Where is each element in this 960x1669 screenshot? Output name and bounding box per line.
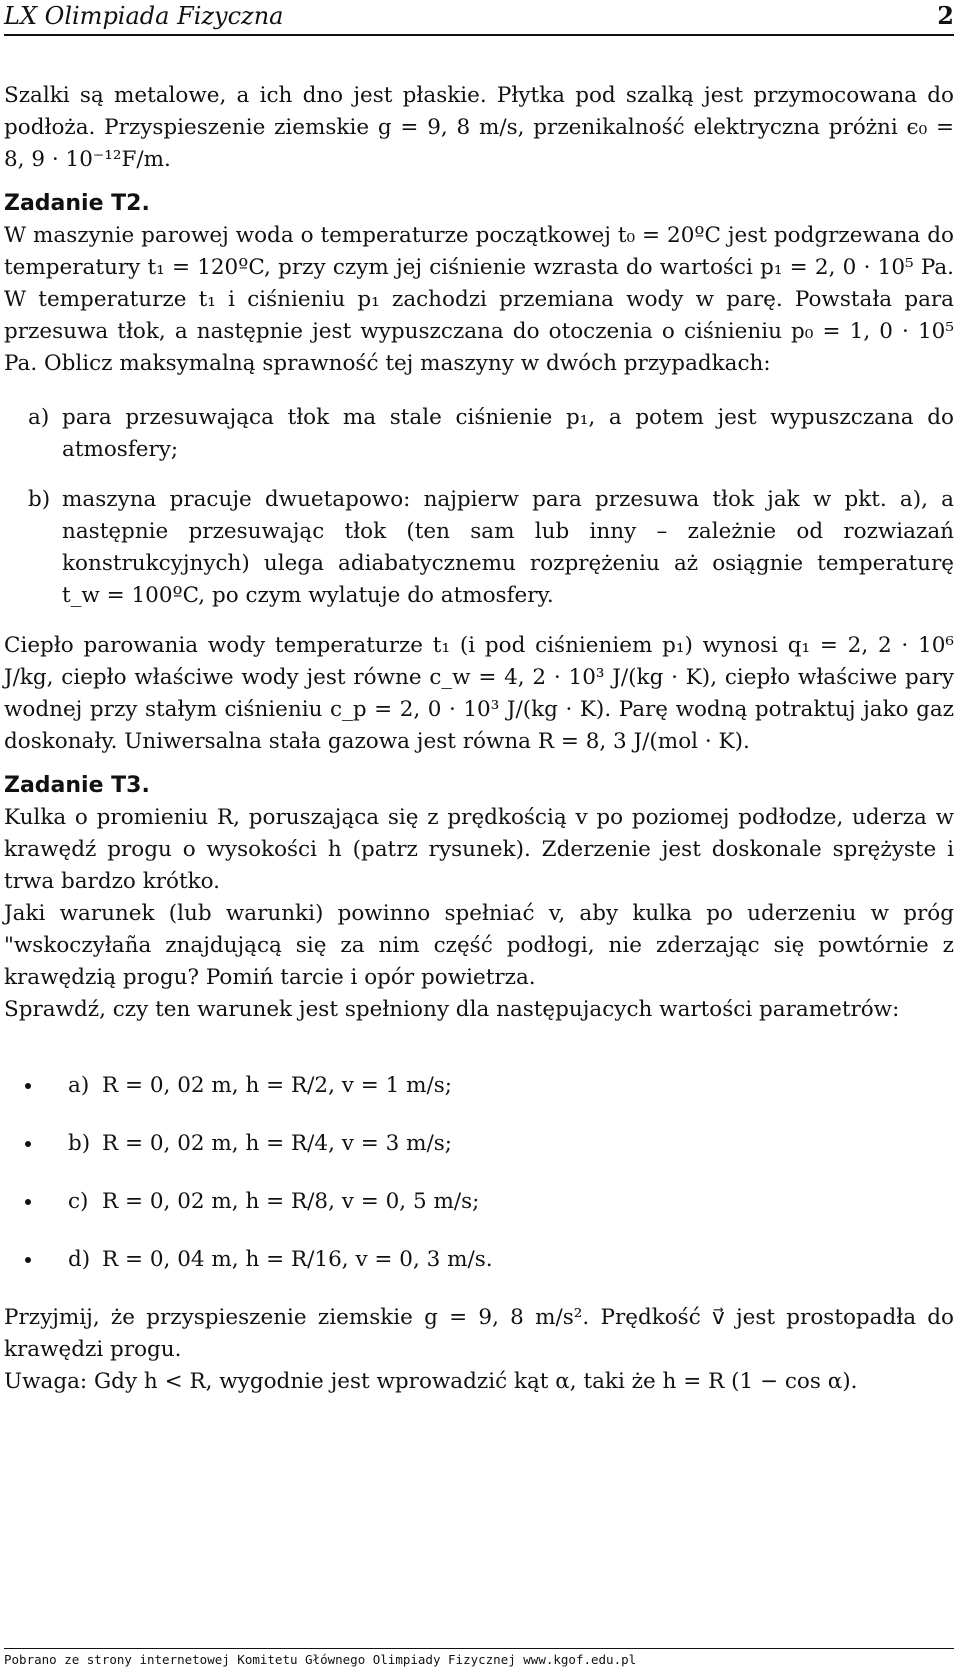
t2-list <box>4 402 954 612</box>
t3-list <box>4 1070 954 1276</box>
list-item <box>4 402 954 466</box>
t3-paragraph-2: Jaki warunek (lub warunki) powinno spełniać v, aby kulka po uderzeniu w próg "wskoczyłaña znajdującą się za nim część podłogi, nie zderzając się powtórnie z krawędzią progu? Pomiń tarcie i opór powietrza. <box>4 901 954 990</box>
list-item <box>44 1070 954 1102</box>
t3-paragraph-3: Sprawdź, czy ten warunek jest spełniony dla następujacych wartości parametrów: <box>4 997 900 1022</box>
list-item-text: maszyna pracuje dwuetapowo: najpierw para przesuwa tłok jak w pkt. a), a następnie przesuwając tłok (ten sam lub inny – zależnie od rozwiazań konstrukcyjnych) ulega adiabatycznemu rozprężeniu aż osiągnie temperaturę t_w = 100ºC, po czym wylatuje do atmosfery. <box>62 487 954 608</box>
list-marker: • b) <box>68 1130 91 1156</box>
page-content <box>4 80 954 1398</box>
list-marker: • a) <box>68 1072 90 1098</box>
t3-paragraph-4: Przyjmij, że przyspieszenie ziemskie g = 9, 8 m/s². Prędkość v⃗ jest prostopadła do krawędzi progu. <box>4 1304 954 1362</box>
list-item <box>44 1128 954 1160</box>
list-item-text: R = 0, 04 m, h = R/16, v = 0, 3 m/s. <box>102 1246 493 1272</box>
t3-paragraph-1: Kulka o promieniu R, poruszająca się z prędkością v po poziomej podłodze, uderza w krawędź progu o wysokości h (patrz rysunek). Zderzenie jest doskonale sprężyste i trwa bardzo krótko. <box>4 805 954 894</box>
list-item-text: R = 0, 02 m, h = R/8, v = 0, 5 m/s; <box>102 1188 480 1214</box>
list-item <box>4 484 954 612</box>
t3-heading: Zadanie T3. <box>4 773 150 798</box>
list-marker: • d) <box>68 1246 91 1272</box>
intro-paragraph: Szalki są metalowe, a ich dno jest płaskie. Płytka pod szalką jest przymocowana do podłoża. Przyspieszenie ziemskie g = 9, 8 m/s, przenikalność elektryczna próżni ϵ₀ = 8, 9 · 10⁻¹²F/m. <box>4 83 954 172</box>
t2-closing-paragraph: Ciepło parowania wody temperaturze t₁ (i pod ciśnieniem p₁) wynosi q₁ = 2, 2 · 10⁶ J/kg, ciepło właściwe wody jest równe c_w = 4, 2 · 10³ J/(kg · K), ciepło właściwe pary wodnej przy stałym ciśnieniu c_p = 2, 0 · 10³ J/(kg · K). Parę wodną potraktuj jako gaz doskonały. Uniwersalna stała gazowa jest równa R = 8, 3 J/(mol · K). <box>4 633 954 754</box>
list-item <box>44 1244 954 1276</box>
list-item-text: R = 0, 02 m, h = R/4, v = 3 m/s; <box>102 1130 453 1156</box>
t3-paragraph-5: Uwaga: Gdy h < R, wygodnie jest wprowadzić kąt α, taki że h = R (1 − cos α). <box>4 1368 858 1394</box>
list-marker: b) <box>28 487 51 512</box>
t2-paragraph: W maszynie parowej woda o temperaturze początkowej t₀ = 20ºC jest podgrzewana do temperatury t₁ = 120ºC, przy czym jej ciśnienie wzrasta do wartości p₁ = 2, 0 · 10⁵ Pa. W temperaturze t₁ i ciśnieniu p₁ zachodzi przemiana wody w parę. Powstała para przesuwa tłok, a następnie jest wypuszczana do otoczenia o ciśnieniu p₀ = 1, 0 · 10⁵ Pa. Oblicz maksymalną sprawność tej maszyny w dwóch przypadkach: <box>4 223 954 376</box>
list-marker: a) <box>28 405 50 430</box>
list-item-text: R = 0, 02 m, h = R/2, v = 1 m/s; <box>102 1072 453 1098</box>
t2-heading: Zadanie T2. <box>4 191 150 216</box>
page-footer: Pobrano ze strony internetowej Komitetu Głównego Olimpiady Fizycznej www.kgof.edu.pl <box>4 1648 954 1669</box>
list-item <box>44 1186 954 1218</box>
page-header <box>4 0 954 36</box>
page-number: 2 <box>937 1 954 30</box>
header-title: LX Olimpiada Fizyczna <box>4 2 284 30</box>
list-marker: • c) <box>68 1188 89 1214</box>
list-item-text: para przesuwająca tłok ma stale ciśnienie p₁, a potem jest wypuszczana do atmosfery; <box>62 405 954 462</box>
